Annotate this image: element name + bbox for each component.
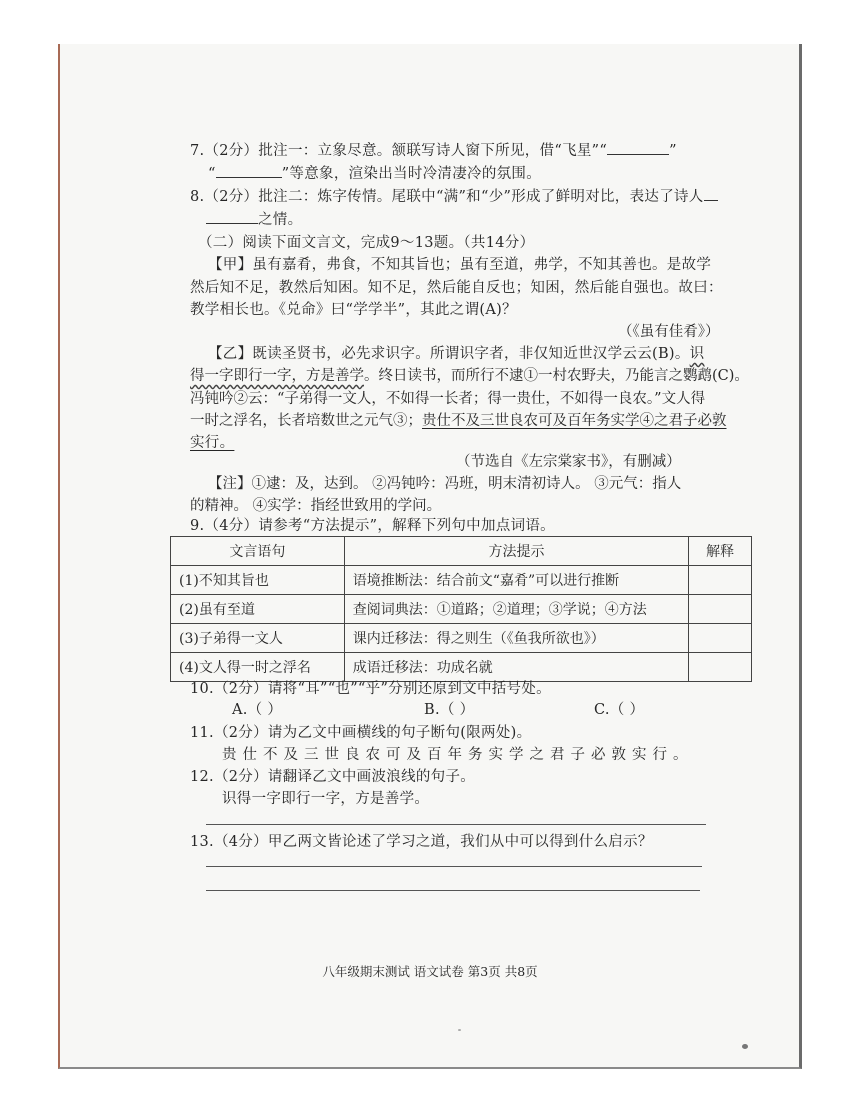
q12-answer-line[interactable] (206, 824, 706, 825)
q12-sentence: 识得一字即行一字，方是善学。 (222, 791, 430, 807)
q8-blank-a[interactable] (704, 186, 718, 201)
table-row (171, 566, 752, 595)
q7-line1: 7.（2分）批注一：立象尽意。颔联写诗人窗下所见，借“飞星”“ ” (190, 140, 677, 161)
q9-method-table (170, 536, 752, 682)
table-row (171, 595, 752, 624)
q10-answer-c[interactable]: C.（ ） (594, 702, 645, 718)
q11-sentence[interactable]: 贵仕不及三世良农可及百年务实学之君子必敦实行。 (222, 747, 694, 763)
col-header-answer: 解释 (689, 537, 752, 566)
table-row (171, 624, 752, 653)
notes-line2: 的精神。 ④实学：指经世致用的学问。 (190, 498, 442, 514)
q7-line2: “ ”等意象，渲染出当时冷清凄冷的氛围。 (208, 163, 541, 184)
passage-b-line5: 实行。 (190, 435, 235, 451)
table-row (171, 653, 752, 682)
q12-prompt: 12.（2分）请翻译乙文中画波浪线的句子。 (190, 769, 476, 785)
passage-b-line4: 一时之浮名，长者培数世之元气③；贵仕不及三世良农可及百年务实学④之君子必敦 (190, 413, 727, 429)
col-header-method: 方法提示 (344, 537, 688, 566)
row-method: 课内迁移法：得之则生（《鱼我所欲也》） (344, 624, 688, 653)
col-header-sentence: 文言语句 (171, 537, 345, 566)
answer-cell[interactable] (689, 595, 752, 624)
row-method: 查阅词典法：①道路；②道理；③学说；④方法 (344, 595, 688, 624)
q10-answer-a[interactable]: A.（ ） (232, 702, 283, 718)
row-method: 语境推断法：结合前文“嘉肴”可以进行推断 (344, 566, 688, 595)
table-header-row (171, 537, 752, 566)
q13-answer-line-1[interactable] (206, 866, 702, 867)
passage-b-line1: 【乙】既读圣贤书，必先求识字。所谓识字者，非仅知近世汉学云云(B)。识 (208, 346, 705, 362)
row-sentence: (2)虽有至道 (171, 595, 345, 624)
answer-cell[interactable] (689, 624, 752, 653)
row-method: 成语迁移法：功成名就 (344, 653, 688, 682)
scan-speck (742, 1044, 748, 1049)
notes-line1: 【注】①逮：及，达到。 ②冯钝吟：冯班，明末清初诗人。 ③元气：指人 (208, 476, 682, 492)
q8-blank-b[interactable] (206, 209, 258, 224)
q10-prompt: 10.（2分）请将“耳”“也”“乎”分别还原到文中括号处。 (190, 681, 551, 697)
scan-speck (458, 1029, 461, 1031)
page-footer: 八年级期末测试 语文试卷 第3页 共8页 (322, 964, 538, 979)
q7-blank2[interactable] (216, 163, 282, 178)
q10-answer-b[interactable]: B.（ ） (424, 702, 475, 718)
passage-b-line2: 得一字即行一字，方是善学。终日读书，而所行不逮①一村农野夫，乃能言之鹦鹉(C)。 (190, 368, 749, 384)
q11-prompt: 11.（2分）请为乙文中画横线的句子断句(限两处)。 (190, 725, 532, 741)
q13-answer-line-2[interactable] (206, 890, 700, 891)
answer-cell[interactable] (689, 566, 752, 595)
passage-b-source: （节选自《左宗棠家书》，有删减） (456, 454, 681, 470)
q8-line1: 8.（2分）批注二：炼字传情。尾联中“满”和“少”形成了鲜明对比，表达了诗人 (190, 186, 718, 207)
q8-line2: 之情。 (206, 209, 302, 230)
passage-a-line3: 教学相长也。《兑命》曰“学学半”，其此之谓(A)？ (190, 302, 517, 318)
section2-heading: （二）阅读下面文言文，完成9～13题。（共14分） (198, 235, 535, 251)
passage-a-source: （《虽有佳肴》） (618, 324, 720, 340)
row-sentence: (3)子弟得一文人 (171, 624, 345, 653)
row-sentence: (4)文人得一时之浮名 (171, 653, 345, 682)
passage-a-line1: 【甲】虽有嘉肴，弗食，不知其旨也；虽有至道，弗学，不知其善也。是故学 (208, 257, 712, 273)
answer-cell[interactable] (689, 653, 752, 682)
passage-b-line3: 冯钝吟②云：“子弟得一文人，不如得一长者；得一贵仕，不如得一良农。”文人得 (190, 391, 706, 407)
q7-blank1[interactable] (607, 140, 669, 155)
row-sentence: (1)不知其旨也 (171, 566, 345, 595)
q9-prompt: 9.（4分）请参考“方法提示”，解释下列句中加点词语。 (190, 518, 555, 534)
q13-prompt: 13.（4分）甲乙两文皆论述了学习之道，我们从中可以得到什么启示？ (190, 834, 653, 850)
passage-a-line2: 然后知不足，教然后知困。知不足，然后能自反也；知困，然后能自强也。故曰： (190, 280, 723, 296)
